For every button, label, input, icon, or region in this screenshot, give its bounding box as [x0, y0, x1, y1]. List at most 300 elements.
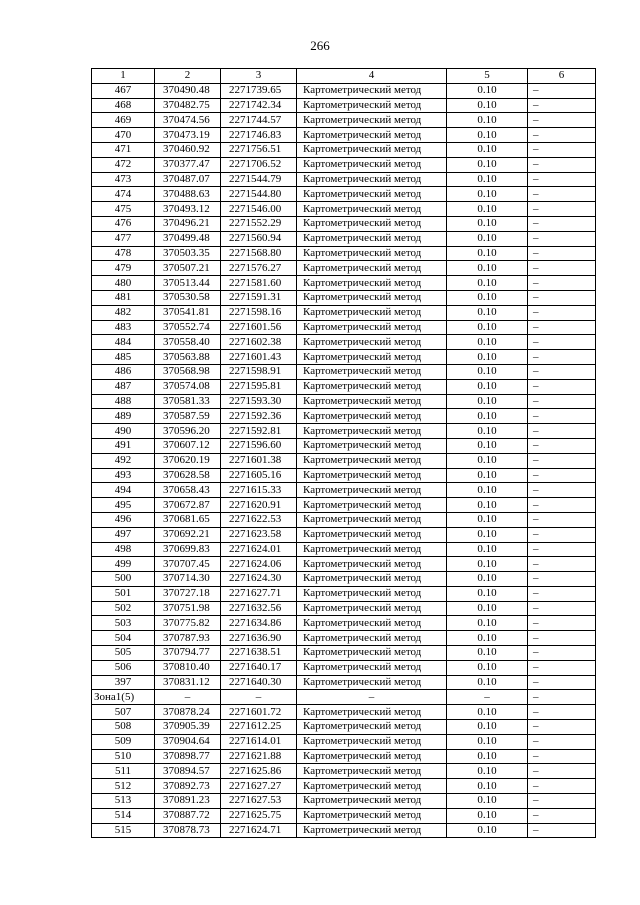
notes-cell: –: [528, 808, 596, 823]
notes-cell: –: [528, 734, 596, 749]
table-row: [92, 350, 596, 365]
y-coordinate-cell: 2271624.06: [221, 557, 297, 572]
point-number-cell: 494: [92, 483, 155, 498]
table-row: [92, 305, 596, 320]
accuracy-cell: 0.10: [447, 823, 528, 838]
accuracy-cell: 0.10: [447, 794, 528, 809]
accuracy-cell: 0.10: [447, 734, 528, 749]
column-header: 5: [447, 69, 528, 84]
method-cell: Картометрический метод: [297, 157, 447, 172]
zone-separator-row: [92, 690, 596, 705]
notes-cell: –: [528, 646, 596, 661]
y-coordinate-cell: 2271592.36: [221, 409, 297, 424]
y-coordinate-cell: –: [221, 690, 297, 705]
accuracy-cell: 0.10: [447, 572, 528, 587]
point-number-cell: 478: [92, 246, 155, 261]
table-row: [92, 527, 596, 542]
notes-cell: –: [528, 705, 596, 720]
point-number-cell: 492: [92, 453, 155, 468]
page-number: 266: [310, 38, 330, 53]
point-number-cell: 510: [92, 749, 155, 764]
accuracy-cell: 0.10: [447, 646, 528, 661]
method-cell: Картометрический метод: [297, 128, 447, 143]
method-cell: Картометрический метод: [297, 572, 447, 587]
x-coordinate-cell: 370727.18: [155, 586, 221, 601]
column-header: 1: [92, 69, 155, 84]
notes-cell: –: [528, 512, 596, 527]
y-coordinate-cell: 2271634.86: [221, 616, 297, 631]
accuracy-cell: 0.10: [447, 705, 528, 720]
table-row: [92, 113, 596, 128]
point-number-cell: 482: [92, 305, 155, 320]
y-coordinate-cell: 2271627.71: [221, 586, 297, 601]
x-coordinate-cell: 370473.19: [155, 128, 221, 143]
accuracy-cell: 0.10: [447, 202, 528, 217]
x-coordinate-cell: 370596.20: [155, 424, 221, 439]
point-number-cell: 504: [92, 631, 155, 646]
x-coordinate-cell: 370460.92: [155, 142, 221, 157]
x-coordinate-cell: 370574.08: [155, 379, 221, 394]
point-number-cell: 477: [92, 231, 155, 246]
notes-cell: –: [528, 823, 596, 838]
y-coordinate-cell: 2271593.30: [221, 394, 297, 409]
point-number-cell: 495: [92, 498, 155, 513]
table-row: [92, 675, 596, 690]
method-cell: Картометрический метод: [297, 202, 447, 217]
point-number-cell: 475: [92, 202, 155, 217]
x-coordinate-cell: 370892.73: [155, 779, 221, 794]
y-coordinate-cell: 2271595.81: [221, 379, 297, 394]
x-coordinate-cell: 370878.73: [155, 823, 221, 838]
table-body: [92, 69, 596, 838]
y-coordinate-cell: 2271596.60: [221, 438, 297, 453]
table-row: [92, 616, 596, 631]
point-number-cell: 499: [92, 557, 155, 572]
x-coordinate-cell: 370607.12: [155, 438, 221, 453]
point-number-cell: 505: [92, 646, 155, 661]
table-row: [92, 83, 596, 98]
column-header: 2: [155, 69, 221, 84]
point-number-cell: 488: [92, 394, 155, 409]
x-coordinate-cell: 370499.48: [155, 231, 221, 246]
x-coordinate-cell: 370681.65: [155, 512, 221, 527]
accuracy-cell: 0.10: [447, 409, 528, 424]
x-coordinate-cell: 370487.07: [155, 172, 221, 187]
point-number-cell: 500: [92, 572, 155, 587]
notes-cell: –: [528, 246, 596, 261]
point-number-cell: 468: [92, 98, 155, 113]
accuracy-cell: 0.10: [447, 483, 528, 498]
table-row: [92, 142, 596, 157]
table-row: [92, 823, 596, 838]
notes-cell: –: [528, 261, 596, 276]
x-coordinate-cell: 370496.21: [155, 216, 221, 231]
x-coordinate-cell: 370699.83: [155, 542, 221, 557]
notes-cell: –: [528, 379, 596, 394]
table-row: [92, 379, 596, 394]
table-row: [92, 128, 596, 143]
accuracy-cell: 0.10: [447, 616, 528, 631]
method-cell: Картометрический метод: [297, 557, 447, 572]
x-coordinate-cell: 370672.87: [155, 498, 221, 513]
point-number-cell: 508: [92, 720, 155, 735]
x-coordinate-cell: 370628.58: [155, 468, 221, 483]
y-coordinate-cell: 2271624.01: [221, 542, 297, 557]
y-coordinate-cell: 2271591.31: [221, 290, 297, 305]
notes-cell: –: [528, 631, 596, 646]
point-number-cell: 485: [92, 350, 155, 365]
x-coordinate-cell: 370905.39: [155, 720, 221, 735]
method-cell: Картометрический метод: [297, 394, 447, 409]
method-cell: Картометрический метод: [297, 261, 447, 276]
x-coordinate-cell: 370581.33: [155, 394, 221, 409]
accuracy-cell: 0.10: [447, 468, 528, 483]
accuracy-cell: 0.10: [447, 453, 528, 468]
accuracy-cell: 0.10: [447, 749, 528, 764]
y-coordinate-cell: 2271625.86: [221, 764, 297, 779]
y-coordinate-cell: 2271544.79: [221, 172, 297, 187]
accuracy-cell: 0.10: [447, 498, 528, 513]
table-row: [92, 631, 596, 646]
x-coordinate-cell: 370810.40: [155, 660, 221, 675]
notes-cell: –: [528, 764, 596, 779]
x-coordinate-cell: 370904.64: [155, 734, 221, 749]
table-header-row: [92, 69, 596, 84]
accuracy-cell: 0.10: [447, 142, 528, 157]
y-coordinate-cell: 2271612.25: [221, 720, 297, 735]
point-number-cell: 479: [92, 261, 155, 276]
method-cell: Картометрический метод: [297, 631, 447, 646]
method-cell: Картометрический метод: [297, 720, 447, 735]
notes-cell: –: [528, 202, 596, 217]
table-row: [92, 779, 596, 794]
table-row: [92, 468, 596, 483]
method-cell: Картометрический метод: [297, 98, 447, 113]
table-row: [92, 276, 596, 291]
coordinates-table: [91, 68, 596, 838]
table-row: [92, 453, 596, 468]
method-cell: Картометрический метод: [297, 172, 447, 187]
point-number-cell: 471: [92, 142, 155, 157]
y-coordinate-cell: 2271624.71: [221, 823, 297, 838]
point-number-cell: 507: [92, 705, 155, 720]
table-row: [92, 335, 596, 350]
table-row: [92, 557, 596, 572]
table-row: [92, 720, 596, 735]
y-coordinate-cell: 2271623.58: [221, 527, 297, 542]
method-cell: Картометрический метод: [297, 808, 447, 823]
x-coordinate-cell: 370552.74: [155, 320, 221, 335]
point-number-cell: 493: [92, 468, 155, 483]
x-coordinate-cell: 370503.35: [155, 246, 221, 261]
notes-cell: –: [528, 675, 596, 690]
table-row: [92, 424, 596, 439]
method-cell: Картометрический метод: [297, 779, 447, 794]
y-coordinate-cell: 2271602.38: [221, 335, 297, 350]
accuracy-cell: 0.10: [447, 424, 528, 439]
notes-cell: –: [528, 98, 596, 113]
method-cell: Картометрический метод: [297, 320, 447, 335]
notes-cell: –: [528, 276, 596, 291]
notes-cell: –: [528, 438, 596, 453]
notes-cell: –: [528, 616, 596, 631]
notes-cell: –: [528, 468, 596, 483]
point-number-cell: 472: [92, 157, 155, 172]
x-coordinate-cell: 370894.57: [155, 764, 221, 779]
column-header: 6: [528, 69, 596, 84]
accuracy-cell: 0.10: [447, 320, 528, 335]
point-number-cell: 480: [92, 276, 155, 291]
x-coordinate-cell: 370891.23: [155, 794, 221, 809]
x-coordinate-cell: 370513.44: [155, 276, 221, 291]
x-coordinate-cell: 370620.19: [155, 453, 221, 468]
x-coordinate-cell: 370887.72: [155, 808, 221, 823]
table-row: [92, 246, 596, 261]
notes-cell: –: [528, 320, 596, 335]
accuracy-cell: 0.10: [447, 216, 528, 231]
y-coordinate-cell: 2271625.75: [221, 808, 297, 823]
accuracy-cell: 0.10: [447, 779, 528, 794]
point-number-cell: 503: [92, 616, 155, 631]
x-coordinate-cell: 370568.98: [155, 364, 221, 379]
table-row: [92, 808, 596, 823]
accuracy-cell: 0.10: [447, 261, 528, 276]
notes-cell: –: [528, 113, 596, 128]
y-coordinate-cell: 2271605.16: [221, 468, 297, 483]
x-coordinate-cell: 370692.21: [155, 527, 221, 542]
point-number-cell: 481: [92, 290, 155, 305]
method-cell: Картометрический метод: [297, 276, 447, 291]
x-coordinate-cell: 370707.45: [155, 557, 221, 572]
notes-cell: –: [528, 231, 596, 246]
method-cell: Картометрический метод: [297, 350, 447, 365]
notes-cell: –: [528, 172, 596, 187]
method-cell: Картометрический метод: [297, 823, 447, 838]
table-row: [92, 660, 596, 675]
point-number-cell: 506: [92, 660, 155, 675]
x-coordinate-cell: 370587.59: [155, 409, 221, 424]
y-coordinate-cell: 2271568.80: [221, 246, 297, 261]
y-coordinate-cell: 2271739.65: [221, 83, 297, 98]
point-number-cell: 497: [92, 527, 155, 542]
x-coordinate-cell: 370751.98: [155, 601, 221, 616]
accuracy-cell: 0.10: [447, 276, 528, 291]
y-coordinate-cell: 2271544.80: [221, 187, 297, 202]
point-number-cell: 514: [92, 808, 155, 823]
y-coordinate-cell: 2271622.53: [221, 512, 297, 527]
method-cell: Картометрический метод: [297, 794, 447, 809]
y-coordinate-cell: 2271615.33: [221, 483, 297, 498]
x-coordinate-cell: 370775.82: [155, 616, 221, 631]
table-row: [92, 601, 596, 616]
method-cell: Картометрический метод: [297, 364, 447, 379]
accuracy-cell: 0.10: [447, 438, 528, 453]
table-row: [92, 705, 596, 720]
accuracy-cell: 0.10: [447, 157, 528, 172]
accuracy-cell: 0.10: [447, 246, 528, 261]
accuracy-cell: 0.10: [447, 305, 528, 320]
y-coordinate-cell: 2271560.94: [221, 231, 297, 246]
table-row: [92, 572, 596, 587]
method-cell: Картометрический метод: [297, 216, 447, 231]
method-cell: Картометрический метод: [297, 705, 447, 720]
method-cell: –: [297, 690, 447, 705]
accuracy-cell: 0.10: [447, 675, 528, 690]
x-coordinate-cell: 370794.77: [155, 646, 221, 661]
x-coordinate-cell: 370558.40: [155, 335, 221, 350]
notes-cell: –: [528, 424, 596, 439]
point-number-cell: 501: [92, 586, 155, 601]
point-number-cell: 502: [92, 601, 155, 616]
notes-cell: –: [528, 142, 596, 157]
table-row: [92, 394, 596, 409]
table-row: [92, 231, 596, 246]
method-cell: Картометрический метод: [297, 468, 447, 483]
accuracy-cell: 0.10: [447, 379, 528, 394]
method-cell: Картометрический метод: [297, 749, 447, 764]
method-cell: Картометрический метод: [297, 512, 447, 527]
y-coordinate-cell: 2271601.43: [221, 350, 297, 365]
table-row: [92, 734, 596, 749]
notes-cell: –: [528, 483, 596, 498]
method-cell: Картометрический метод: [297, 734, 447, 749]
notes-cell: –: [528, 409, 596, 424]
table-row: [92, 764, 596, 779]
notes-cell: –: [528, 187, 596, 202]
point-number-cell: 397: [92, 675, 155, 690]
notes-cell: –: [528, 527, 596, 542]
point-number-cell: 476: [92, 216, 155, 231]
y-coordinate-cell: 2271627.27: [221, 779, 297, 794]
table-row: [92, 498, 596, 513]
x-coordinate-cell: 370658.43: [155, 483, 221, 498]
accuracy-cell: 0.10: [447, 557, 528, 572]
table-row: [92, 586, 596, 601]
x-coordinate-cell: 370898.77: [155, 749, 221, 764]
notes-cell: –: [528, 572, 596, 587]
accuracy-cell: –: [447, 690, 528, 705]
y-coordinate-cell: 2271552.29: [221, 216, 297, 231]
method-cell: Картометрический метод: [297, 438, 447, 453]
notes-cell: –: [528, 690, 596, 705]
y-coordinate-cell: 2271581.60: [221, 276, 297, 291]
accuracy-cell: 0.10: [447, 364, 528, 379]
accuracy-cell: 0.10: [447, 290, 528, 305]
table-row: [92, 187, 596, 202]
point-number-cell: 498: [92, 542, 155, 557]
y-coordinate-cell: 2271614.01: [221, 734, 297, 749]
column-header: 3: [221, 69, 297, 84]
notes-cell: –: [528, 290, 596, 305]
notes-cell: –: [528, 453, 596, 468]
point-number-cell: 496: [92, 512, 155, 527]
y-coordinate-cell: 2271744.57: [221, 113, 297, 128]
method-cell: Картометрический метод: [297, 142, 447, 157]
y-coordinate-cell: 2271601.56: [221, 320, 297, 335]
x-coordinate-cell: 370490.48: [155, 83, 221, 98]
point-number-cell: 484: [92, 335, 155, 350]
accuracy-cell: 0.10: [447, 394, 528, 409]
method-cell: Картометрический метод: [297, 83, 447, 98]
point-number-cell: 473: [92, 172, 155, 187]
x-coordinate-cell: 370878.24: [155, 705, 221, 720]
table-row: [92, 261, 596, 276]
accuracy-cell: 0.10: [447, 601, 528, 616]
point-number-cell: 487: [92, 379, 155, 394]
method-cell: Картометрический метод: [297, 542, 447, 557]
notes-cell: –: [528, 350, 596, 365]
point-number-cell: 469: [92, 113, 155, 128]
method-cell: Картометрический метод: [297, 231, 447, 246]
notes-cell: –: [528, 335, 596, 350]
y-coordinate-cell: 2271640.17: [221, 660, 297, 675]
y-coordinate-cell: 2271601.38: [221, 453, 297, 468]
point-number-cell: 491: [92, 438, 155, 453]
notes-cell: –: [528, 128, 596, 143]
accuracy-cell: 0.10: [447, 350, 528, 365]
y-coordinate-cell: 2271621.88: [221, 749, 297, 764]
y-coordinate-cell: 2271620.91: [221, 498, 297, 513]
table-row: [92, 749, 596, 764]
x-coordinate-cell: 370530.58: [155, 290, 221, 305]
method-cell: Картометрический метод: [297, 616, 447, 631]
y-coordinate-cell: 2271601.72: [221, 705, 297, 720]
table-row: [92, 794, 596, 809]
point-number-cell: 470: [92, 128, 155, 143]
table-row: [92, 483, 596, 498]
notes-cell: –: [528, 542, 596, 557]
x-coordinate-cell: 370787.93: [155, 631, 221, 646]
accuracy-cell: 0.10: [447, 586, 528, 601]
x-coordinate-cell: 370474.56: [155, 113, 221, 128]
accuracy-cell: 0.10: [447, 542, 528, 557]
y-coordinate-cell: 2271576.27: [221, 261, 297, 276]
table-row: [92, 512, 596, 527]
notes-cell: –: [528, 660, 596, 675]
method-cell: Картометрический метод: [297, 586, 447, 601]
point-number-cell: 515: [92, 823, 155, 838]
y-coordinate-cell: 2271640.30: [221, 675, 297, 690]
notes-cell: –: [528, 749, 596, 764]
point-number-cell: 513: [92, 794, 155, 809]
table-row: [92, 216, 596, 231]
accuracy-cell: 0.10: [447, 83, 528, 98]
point-number-cell: 511: [92, 764, 155, 779]
accuracy-cell: 0.10: [447, 172, 528, 187]
point-number-cell: 483: [92, 320, 155, 335]
method-cell: Картометрический метод: [297, 409, 447, 424]
method-cell: Картометрический метод: [297, 646, 447, 661]
accuracy-cell: 0.10: [447, 808, 528, 823]
method-cell: Картометрический метод: [297, 764, 447, 779]
method-cell: Картометрический метод: [297, 675, 447, 690]
x-coordinate-cell: 370541.81: [155, 305, 221, 320]
notes-cell: –: [528, 157, 596, 172]
notes-cell: –: [528, 216, 596, 231]
x-coordinate-cell: 370488.63: [155, 187, 221, 202]
accuracy-cell: 0.10: [447, 631, 528, 646]
accuracy-cell: 0.10: [447, 231, 528, 246]
method-cell: Картометрический метод: [297, 498, 447, 513]
table-row: [92, 364, 596, 379]
accuracy-cell: 0.10: [447, 512, 528, 527]
accuracy-cell: 0.10: [447, 720, 528, 735]
accuracy-cell: 0.10: [447, 335, 528, 350]
point-number-cell: 486: [92, 364, 155, 379]
method-cell: Картометрический метод: [297, 305, 447, 320]
method-cell: Картометрический метод: [297, 527, 447, 542]
table-row: [92, 157, 596, 172]
